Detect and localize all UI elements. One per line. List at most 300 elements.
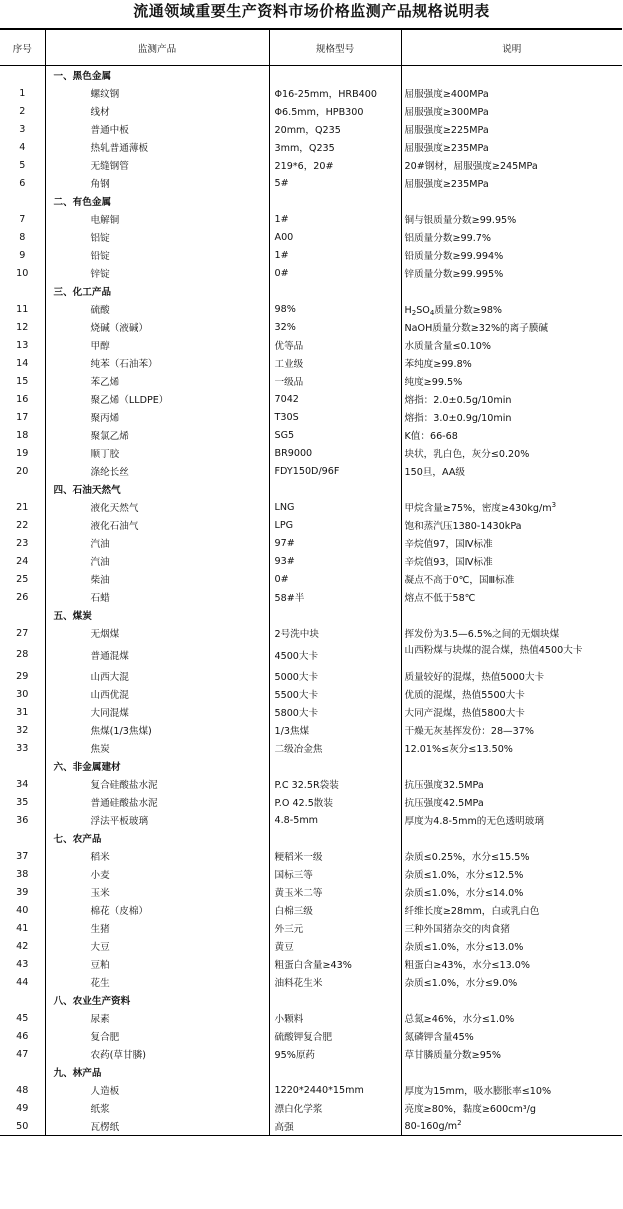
table-row <box>0 444 622 462</box>
header-spec: 规格型号 <box>269 29 401 66</box>
product-note: 草甘膦质量分数≥95% <box>401 1045 622 1063</box>
row-number: 20 <box>16 465 29 477</box>
row-number: 34 <box>16 778 29 790</box>
product-note: 抗压强度42.5MPa <box>401 793 622 811</box>
row-number: 46 <box>16 1030 29 1042</box>
product-name: 普通混煤 <box>45 642 269 667</box>
header-note: 说明 <box>401 29 622 66</box>
product-name: 花生 <box>45 973 269 991</box>
product-note: 三种外国猪杂交的肉食猪 <box>401 919 622 937</box>
product-note: NaOH质量分数≥32%的离子膜碱 <box>401 318 622 336</box>
product-note: 抗压强度32.5MPa <box>401 775 622 793</box>
row-number: 8 <box>19 231 26 243</box>
product-note: 杂质≤1.0%，水分≤9.0% <box>401 973 622 991</box>
product-spec: LNG <box>269 498 401 516</box>
row-number: 24 <box>16 555 29 567</box>
product-name: 无烟煤 <box>45 624 269 642</box>
product-note: 铅质量分数≥99.994% <box>401 246 622 264</box>
product-name: 电解铜 <box>45 210 269 228</box>
row-number: 27 <box>16 627 29 639</box>
product-spec: SG5 <box>269 426 401 444</box>
product-name: 铅锭 <box>45 246 269 264</box>
product-note: K值：66-68 <box>401 426 622 444</box>
table-row <box>0 1009 622 1027</box>
category-label: 四、石油天然气 <box>45 480 269 498</box>
note-subscript: 4 <box>429 309 435 317</box>
table-row <box>0 865 622 883</box>
product-name: 聚丙烯 <box>45 408 269 426</box>
product-note: 大同产混煤，热值5800大卡 <box>401 703 622 721</box>
product-spec: 95%原药 <box>269 1045 401 1063</box>
table-row <box>0 973 622 991</box>
category-no-cell <box>0 991 45 1009</box>
table-row <box>0 1081 622 1099</box>
product-spec: 219*6，20# <box>269 156 401 174</box>
product-name: 锌锭 <box>45 264 269 282</box>
table-row <box>0 847 622 865</box>
product-note: 杂质≤1.0%，水分≤12.5% <box>401 865 622 883</box>
product-spec: 0# <box>269 570 401 588</box>
product-note: 粗蛋白≥43%，水分≤13.0% <box>401 955 622 973</box>
product-name: 复合硅酸盐水泥 <box>45 775 269 793</box>
product-name: 顺丁胶 <box>45 444 269 462</box>
table-row <box>0 883 622 901</box>
row-number: 42 <box>16 940 29 952</box>
product-name: 纯苯（石油苯） <box>45 354 269 372</box>
product-note: 总氮≥46%，水分≤1.0% <box>401 1009 622 1027</box>
category-spec-cell <box>269 66 401 85</box>
row-number: 45 <box>16 1012 29 1024</box>
product-note: 杂质≤1.0%，水分≤13.0% <box>401 937 622 955</box>
row-number: 32 <box>16 724 29 736</box>
table-row <box>0 739 622 757</box>
document-title: 流通领域重要生产资料市场价格监测产品规格说明表 <box>133 2 490 20</box>
row-number: 29 <box>16 670 29 682</box>
note-subscript: 2 <box>411 309 417 317</box>
category-note-cell <box>401 1063 622 1081</box>
row-number: 48 <box>16 1084 29 1096</box>
category-row <box>0 757 622 775</box>
product-note: 杂质≤1.0%，水分≤14.0% <box>401 883 622 901</box>
category-row <box>0 606 622 624</box>
table-row <box>0 336 622 354</box>
product-note: 厚度为15mm，吸水膨胀率≤10% <box>401 1081 622 1099</box>
product-spec: P.O 42.5散装 <box>269 793 401 811</box>
table-row <box>0 703 622 721</box>
row-number: 28 <box>16 649 29 660</box>
product-note: 铜与银质量分数≥99.95% <box>401 210 622 228</box>
table-row <box>0 955 622 973</box>
table-row <box>0 624 622 642</box>
product-spec: 5000大卡 <box>269 667 401 685</box>
category-label: 二、有色金属 <box>45 192 269 210</box>
row-number: 25 <box>16 573 29 585</box>
category-spec-cell <box>269 480 401 498</box>
row-number: 39 <box>16 886 29 898</box>
product-spec: 97# <box>269 534 401 552</box>
product-spec: 1# <box>269 246 401 264</box>
row-number: 50 <box>16 1120 29 1132</box>
category-row <box>0 192 622 210</box>
row-number: 38 <box>16 868 29 880</box>
product-note: 150旦，AA级 <box>401 462 622 480</box>
table-row <box>0 570 622 588</box>
product-spec: 黄豆 <box>269 937 401 955</box>
table-row <box>0 300 622 318</box>
category-label: 九、林产品 <box>45 1063 269 1081</box>
product-note: 屈服强度≥225MPa <box>401 120 622 138</box>
product-name: 大同混煤 <box>45 703 269 721</box>
category-no-cell <box>0 757 45 775</box>
product-spec: 1220*2440*15mm <box>269 1081 401 1099</box>
product-spec: 5# <box>269 174 401 192</box>
product-name: 瓦楞纸 <box>45 1117 269 1136</box>
product-name: 山西大混 <box>45 667 269 685</box>
product-name: 普通硅酸盐水泥 <box>45 793 269 811</box>
row-number: 12 <box>16 321 29 333</box>
product-name: 生猪 <box>45 919 269 937</box>
product-note: 铝质量分数≥99.7% <box>401 228 622 246</box>
category-row <box>0 282 622 300</box>
row-number: 7 <box>19 213 26 225</box>
product-name: 聚氯乙烯 <box>45 426 269 444</box>
category-no-cell <box>0 829 45 847</box>
product-spec: 优等品 <box>269 336 401 354</box>
product-spec: 20mm，Q235 <box>269 120 401 138</box>
category-row <box>0 991 622 1009</box>
table-row <box>0 1027 622 1045</box>
category-row <box>0 829 622 847</box>
product-name: 焦煤(1/3焦煤) <box>45 721 269 739</box>
product-spec: 硫酸钾复合肥 <box>269 1027 401 1045</box>
row-number: 17 <box>16 411 29 423</box>
product-note: 干燥无灰基挥发份：28—37% <box>401 721 622 739</box>
product-spec: 32% <box>269 318 401 336</box>
note-part: 甲烷含量≥75%，密度≥430kg/m <box>404 503 552 514</box>
category-row <box>0 66 622 85</box>
category-label: 三、化工产品 <box>45 282 269 300</box>
product-note: 辛烷值97，国Ⅳ标准 <box>401 534 622 552</box>
row-number: 40 <box>16 904 29 916</box>
row-number: 19 <box>16 447 29 459</box>
header-no: 序号 <box>0 29 45 66</box>
category-no-cell <box>0 480 45 498</box>
table-row <box>0 642 622 667</box>
row-number: 6 <box>19 177 26 189</box>
product-spec: 1# <box>269 210 401 228</box>
table-row <box>0 516 622 534</box>
product-name: 线材 <box>45 102 269 120</box>
row-number: 33 <box>16 742 29 754</box>
row-number: 21 <box>16 501 29 513</box>
product-spec: 4.8-5mm <box>269 811 401 829</box>
product-spec: 黄玉米二等 <box>269 883 401 901</box>
table-row <box>0 462 622 480</box>
category-note-cell <box>401 282 622 300</box>
product-note: 纯度≥99.5% <box>401 372 622 390</box>
category-spec-cell <box>269 282 401 300</box>
row-number: 30 <box>16 688 29 700</box>
product-spec: 93# <box>269 552 401 570</box>
product-spec: 工业级 <box>269 354 401 372</box>
category-spec-cell <box>269 991 401 1009</box>
product-name: 农药(草甘膦) <box>45 1045 269 1063</box>
product-spec: 国标三等 <box>269 865 401 883</box>
note-part: H <box>404 305 412 316</box>
product-spec: 外三元 <box>269 919 401 937</box>
row-number: 2 <box>19 105 26 117</box>
product-name: 普通中板 <box>45 120 269 138</box>
row-number: 43 <box>16 958 29 970</box>
table-body <box>0 66 622 1136</box>
product-name: 山西优混 <box>45 685 269 703</box>
product-note: 挥发份为3.5—6.5%之间的无烟块煤 <box>401 624 622 642</box>
category-no-cell <box>0 606 45 624</box>
product-note: 凝点不高于0℃，国Ⅲ标准 <box>401 570 622 588</box>
product-name: 铝锭 <box>45 228 269 246</box>
product-spec: BR9000 <box>269 444 401 462</box>
table-header-row <box>0 29 622 66</box>
product-spec: A00 <box>269 228 401 246</box>
category-spec-cell <box>269 192 401 210</box>
table-row <box>0 1117 622 1136</box>
table-row <box>0 156 622 174</box>
product-name: 石蜡 <box>45 588 269 606</box>
product-name: 苯乙烯 <box>45 372 269 390</box>
product-name: 浮法平板玻璃 <box>45 811 269 829</box>
product-note: 熔指：3.0±0.9g/10min <box>401 408 622 426</box>
row-number: 41 <box>16 922 29 934</box>
product-name: 汽油 <box>45 534 269 552</box>
product-name: 玉米 <box>45 883 269 901</box>
product-name: 液化石油气 <box>45 516 269 534</box>
product-note <box>401 300 622 318</box>
product-note: 水质量含量≤0.10% <box>401 336 622 354</box>
product-spec: Φ16-25mm，HRB400 <box>269 84 401 102</box>
table-row <box>0 534 622 552</box>
product-note: 山西粉煤与块煤的混合煤，热值4500大卡 <box>401 642 622 667</box>
product-name: 焦炭 <box>45 739 269 757</box>
product-spec: 2号洗中块 <box>269 624 401 642</box>
row-number: 15 <box>16 375 29 387</box>
table-row <box>0 318 622 336</box>
category-row <box>0 1063 622 1081</box>
product-name: 复合肥 <box>45 1027 269 1045</box>
note-superscript: 2 <box>457 1118 462 1127</box>
row-number: 26 <box>16 591 29 603</box>
product-note: 纤维长度≥28mm，白或乳白色 <box>401 901 622 919</box>
row-number: 5 <box>19 159 26 171</box>
product-name: 涤纶长丝 <box>45 462 269 480</box>
category-note-cell <box>401 192 622 210</box>
row-number: 9 <box>19 249 26 261</box>
table-row <box>0 426 622 444</box>
table-row <box>0 1045 622 1063</box>
product-spec: 0# <box>269 264 401 282</box>
product-spec: 7042 <box>269 390 401 408</box>
product-name: 人造板 <box>45 1081 269 1099</box>
product-spec: T30S <box>269 408 401 426</box>
row-number: 1 <box>19 87 26 99</box>
product-note: 优质的混煤，热值5500大卡 <box>401 685 622 703</box>
category-note-cell <box>401 480 622 498</box>
category-row <box>0 480 622 498</box>
row-number: 35 <box>16 796 29 808</box>
row-number: 14 <box>16 357 29 369</box>
table-row <box>0 228 622 246</box>
note-part: SO <box>416 305 430 316</box>
table-row <box>0 354 622 372</box>
product-note <box>401 1117 622 1136</box>
table-row <box>0 138 622 156</box>
header-product: 监测产品 <box>45 29 269 66</box>
product-note: 厚度为4.8-5mm的无色透明玻璃 <box>401 811 622 829</box>
row-number: 44 <box>16 976 29 988</box>
category-label: 七、农产品 <box>45 829 269 847</box>
table-row <box>0 120 622 138</box>
product-spec: 粗蛋白含量≥43% <box>269 955 401 973</box>
table-row <box>0 775 622 793</box>
product-spec: 5500大卡 <box>269 685 401 703</box>
product-spec: P.C 32.5R袋装 <box>269 775 401 793</box>
product-name: 甲醇 <box>45 336 269 354</box>
category-note-cell <box>401 829 622 847</box>
product-note: 屈服强度≥400MPa <box>401 84 622 102</box>
table-row <box>0 811 622 829</box>
product-spec: 58#半 <box>269 588 401 606</box>
category-label: 八、农业生产资料 <box>45 991 269 1009</box>
product-note: 氮磷钾含量45% <box>401 1027 622 1045</box>
table-row <box>0 685 622 703</box>
product-name: 大豆 <box>45 937 269 955</box>
category-note-cell <box>401 757 622 775</box>
product-name: 液化天然气 <box>45 498 269 516</box>
row-number: 11 <box>16 303 29 315</box>
product-spec: 一级品 <box>269 372 401 390</box>
product-note: 饱和蒸汽压1380-1430kPa <box>401 516 622 534</box>
category-label: 一、黑色金属 <box>45 66 269 85</box>
table-row <box>0 919 622 937</box>
product-spec: 4500大卡 <box>269 642 401 667</box>
category-label: 六、非金属建材 <box>45 757 269 775</box>
product-name: 硫酸 <box>45 300 269 318</box>
product-name: 无缝钢管 <box>45 156 269 174</box>
row-number: 49 <box>16 1102 29 1114</box>
product-name: 豆粕 <box>45 955 269 973</box>
row-number: 22 <box>16 519 29 531</box>
table-row <box>0 390 622 408</box>
product-spec: 98% <box>269 300 401 318</box>
product-name: 角钢 <box>45 174 269 192</box>
product-spec: 白棉三级 <box>269 901 401 919</box>
product-name: 尿素 <box>45 1009 269 1027</box>
product-spec: 高强 <box>269 1117 401 1136</box>
table-row <box>0 372 622 390</box>
product-spec: LPG <box>269 516 401 534</box>
row-number: 10 <box>16 267 29 279</box>
row-number: 36 <box>16 814 29 826</box>
product-note: 苯纯度≥99.8% <box>401 354 622 372</box>
product-name: 烧碱（液碱） <box>45 318 269 336</box>
product-spec: 小颗料 <box>269 1009 401 1027</box>
product-note: 12.01%≤灰分≤13.50% <box>401 739 622 757</box>
product-note <box>401 498 622 516</box>
table-row <box>0 102 622 120</box>
product-name: 螺纹钢 <box>45 84 269 102</box>
table-row <box>0 901 622 919</box>
product-note: 杂质≤0.25%，水分≤15.5% <box>401 847 622 865</box>
table-row <box>0 793 622 811</box>
product-name: 稻米 <box>45 847 269 865</box>
table-row <box>0 264 622 282</box>
row-number: 31 <box>16 706 29 718</box>
category-no-cell <box>0 66 45 85</box>
category-note-cell <box>401 606 622 624</box>
category-note-cell <box>401 66 622 85</box>
product-note: 质量较好的混煤，热值5000大卡 <box>401 667 622 685</box>
product-name: 纸浆 <box>45 1099 269 1117</box>
product-spec: 粳稻米一级 <box>269 847 401 865</box>
category-spec-cell <box>269 757 401 775</box>
category-no-cell <box>0 282 45 300</box>
product-spec: 5800大卡 <box>269 703 401 721</box>
product-spec: 漂白化学浆 <box>269 1099 401 1117</box>
category-spec-cell <box>269 829 401 847</box>
product-spec: 3mm，Q235 <box>269 138 401 156</box>
table-row <box>0 721 622 739</box>
table-row <box>0 84 622 102</box>
product-name: 热轧普通薄板 <box>45 138 269 156</box>
product-name: 小麦 <box>45 865 269 883</box>
table-row <box>0 1099 622 1117</box>
product-note: 块状，乳白色，灰分≤0.20% <box>401 444 622 462</box>
category-spec-cell <box>269 606 401 624</box>
row-number: 47 <box>16 1048 29 1060</box>
table-row <box>0 174 622 192</box>
product-note: 熔点不低于58℃ <box>401 588 622 606</box>
row-number: 13 <box>16 339 29 351</box>
product-spec: 1/3焦煤 <box>269 721 401 739</box>
spec-table <box>0 28 622 1136</box>
product-spec: 油料花生米 <box>269 973 401 991</box>
table-row <box>0 937 622 955</box>
product-note: 20#钢材，屈服强度≥245MPa <box>401 156 622 174</box>
row-number: 4 <box>19 141 26 153</box>
product-spec: Φ6.5mm，HPB300 <box>269 102 401 120</box>
table-row <box>0 552 622 570</box>
row-number: 37 <box>16 850 29 862</box>
product-note: 锌质量分数≥99.995% <box>401 264 622 282</box>
product-note: 屈服强度≥235MPa <box>401 138 622 156</box>
product-name: 棉花（皮棉） <box>45 901 269 919</box>
row-number: 18 <box>16 429 29 441</box>
product-note: 屈服强度≥300MPa <box>401 102 622 120</box>
product-note: 亮度≥80%，黏度≥600cm³/g <box>401 1099 622 1117</box>
table-row <box>0 498 622 516</box>
category-note-cell <box>401 991 622 1009</box>
product-note: 熔指：2.0±0.5g/10min <box>401 390 622 408</box>
category-no-cell <box>0 192 45 210</box>
product-spec: FDY150D/96F <box>269 462 401 480</box>
product-spec: 二级冶金焦 <box>269 739 401 757</box>
category-no-cell <box>0 1063 45 1081</box>
row-number: 23 <box>16 537 29 549</box>
table-row <box>0 210 622 228</box>
product-note: 屈服强度≥235MPa <box>401 174 622 192</box>
product-name: 汽油 <box>45 552 269 570</box>
table-row <box>0 408 622 426</box>
product-name: 聚乙烯（LLDPE） <box>45 390 269 408</box>
